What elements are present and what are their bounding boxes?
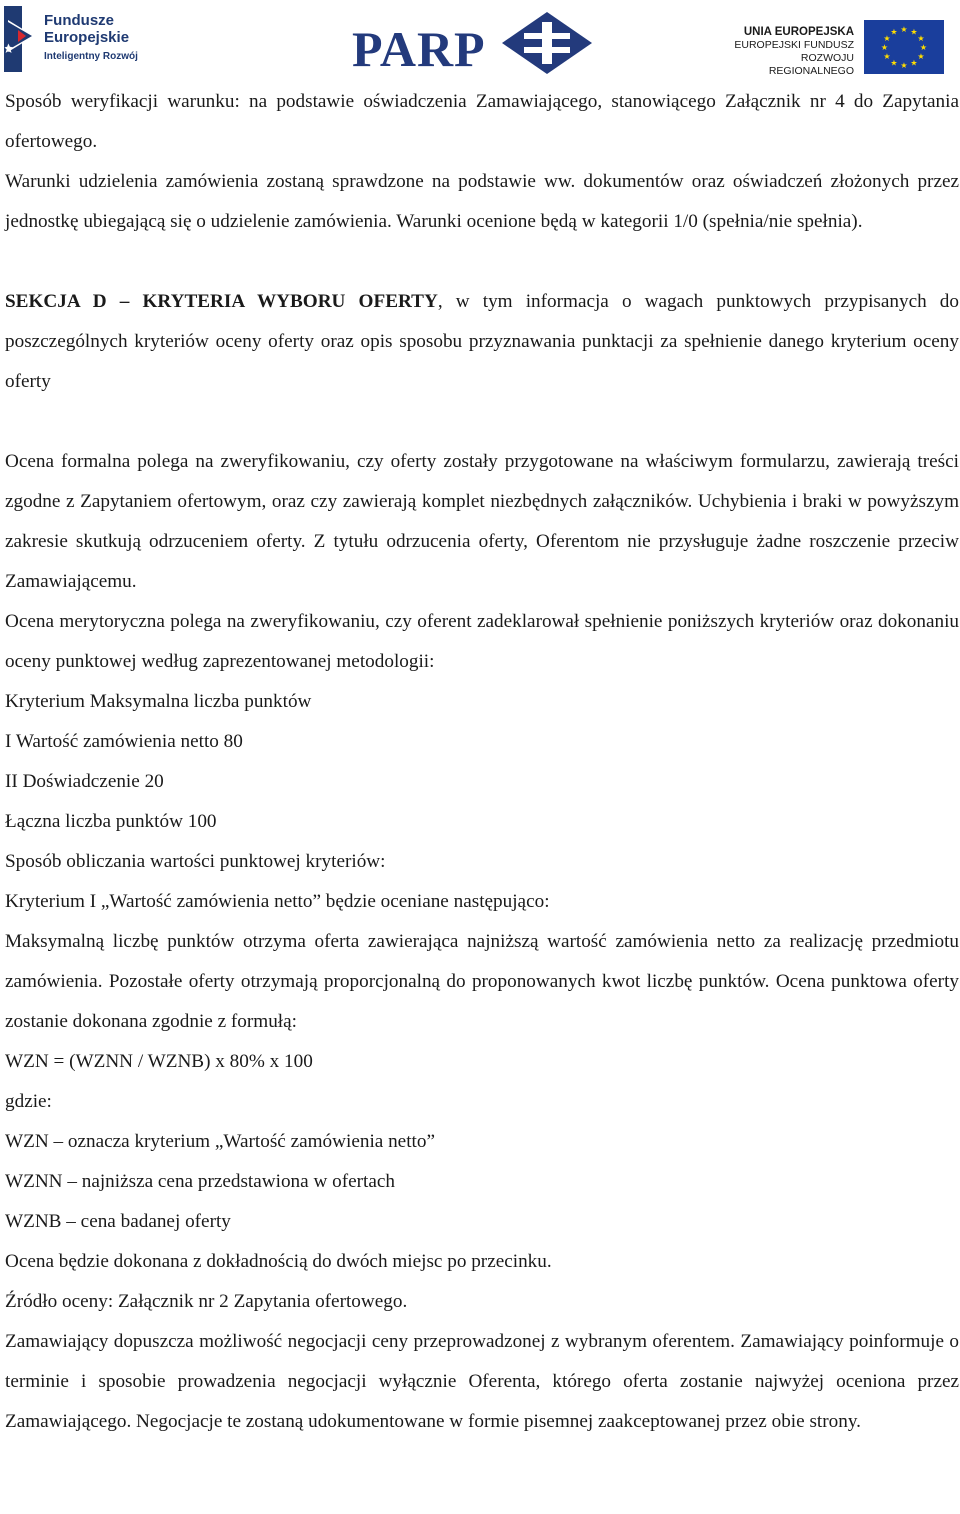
fe-line-3: Inteligentny Rozwój (44, 51, 138, 62)
criterion-2-line: II Doświadczenie 20 (5, 771, 164, 792)
source-line: Źródło oceny: Załącznik nr 2 Zapytania ofertowego. (5, 1291, 408, 1312)
precision-line: Ocena będzie dokonana z dokładnością do dwóch miejsc po przecinku. (5, 1251, 552, 1272)
parp-wordmark: PARP (352, 21, 486, 77)
svg-text:★: ★ (917, 34, 925, 43)
paragraph-formal-evaluation: Ocena formalna polega na zweryfikowaniu, czy oferty zostały przygotowane na właściwym formularzu, zawierają treści zgodne z Zapytaniem ofertowym, oraz czy zawierają komplet niezbędnych załączników. Uchybienia i braki w powyższym zakresie skutkują odrzuceniem oferty. Z tytułu odrzucenia oferty, Oferentom nie przysługuje żadne roszczenie przeciw Zamawiającemu. (5, 451, 959, 592)
svg-text:★: ★ (900, 25, 908, 34)
unia-europejska-logo (714, 18, 950, 78)
paragraph-verification: Sposób weryfikacji warunku: na podstawie oświadczenia Zamawiającego, stanowiącego Załącznik nr 4 do Zapytania ofertowego. (5, 91, 959, 152)
svg-text:★: ★ (880, 43, 889, 52)
svg-text:★: ★ (919, 43, 928, 52)
fe-emblem-icon (4, 6, 40, 72)
svg-text:★: ★ (883, 52, 891, 61)
section-d-description: , w tym informacja o wagach punktowych przypisanych do poszczególnych kryteriów oceny oferty oraz opis sposobu przyznawania punktacji za spełnienie danego kryterium oceny oferty (5, 291, 959, 392)
criterion-1-line: I Wartość zamówienia netto 80 (5, 731, 243, 752)
ue-line-3: ROZWOJU REGIONALNEGO (768, 52, 854, 77)
page-header (0, 0, 960, 82)
where-line: gdzie: (5, 1091, 52, 1112)
svg-text:★: ★ (910, 27, 918, 37)
svg-text:★: ★ (910, 58, 918, 68)
criterion-1-intro-line: Kryterium I „Wartość zamówienia netto” będzie oceniane następująco: (5, 891, 550, 912)
parp-logo (352, 10, 602, 76)
svg-text:★: ★ (900, 61, 908, 70)
definition-wznb: WZNB – cena badanej oferty (5, 1211, 231, 1232)
definition-wznn: WZNN – najniższa cena przedstawiona w ofertach (5, 1171, 395, 1192)
svg-text:★: ★ (883, 34, 891, 43)
calculation-method-line: Sposób obliczania wartości punktowej kryteriów: (5, 851, 386, 872)
section-d-heading (5, 282, 959, 402)
section-d-title: SEKCJA D – KRYTERIA WYBORU OFERTY (5, 291, 438, 312)
total-points-line: Łączna liczba punktów 100 (5, 811, 217, 832)
paragraph-negotiation: Zamawiający dopuszcza możliwość negocjacji ceny przeprowadzonej z wybranym oferentem. Zamawiający poinformuje o terminie i sposobie prowadzenia negocjacji wyłącznie Oferenta, którego oferta zostanie najwyżej oceniona przez Zamawiającego. Negocjacje te zostaną udokumentowane w formie pisemnej zaakceptowanej przez obie strony. (5, 1331, 959, 1432)
ue-line-2: EUROPEJSKI FUNDUSZ (734, 39, 854, 51)
fundusze-europejskie-logo (4, 4, 154, 74)
svg-text:★: ★ (890, 58, 898, 68)
criteria-header-line: Kryterium Maksymalna liczba punktów (5, 691, 312, 712)
svg-text:★: ★ (890, 27, 898, 37)
paragraph-max-points: Maksymalną liczbę punktów otrzyma oferta zawierająca najniższą wartość zamówienia netto za realizację przedmiotu zamówienia. Pozostałe oferty otrzymają proporcjonalną do proponowanych kwot liczbę punktów. Ocena punktowa oferty zostanie dokonana zgodnie z formułą: (5, 931, 959, 1032)
fe-line-1: Fundusze (44, 12, 114, 29)
parp-emblem-icon (502, 12, 592, 74)
paragraph-substantive-evaluation: Ocena merytoryczna polega na zweryfikowaniu, czy oferent zadeklarował spełnienie poniższych kryteriów oraz dokonaniu oceny punktowej według zaprezentowanej metodologii: (5, 611, 959, 672)
eu-flag-icon (864, 20, 944, 74)
ue-line-1: UNIA EUROPEJSKA (743, 26, 854, 38)
svg-text:★: ★ (917, 52, 925, 61)
formula-line: WZN = (WZNN / WZNB) x 80% x 100 (5, 1051, 313, 1072)
definition-wzn: WZN – oznacza kryterium „Wartość zamówienia netto” (5, 1131, 435, 1152)
fe-line-2: Europejskie (44, 29, 130, 46)
document-body (5, 82, 959, 1442)
paragraph-conditions: Warunki udzielenia zamówienia zostaną sprawdzone na podstawie ww. dokumentów oraz oświadczeń złożonych przez jednostkę ubiegającą się o udzielenie zamówienia. Warunki ocenione będą w kategorii 1/0 (spełnia/nie spełnia). (5, 171, 959, 232)
